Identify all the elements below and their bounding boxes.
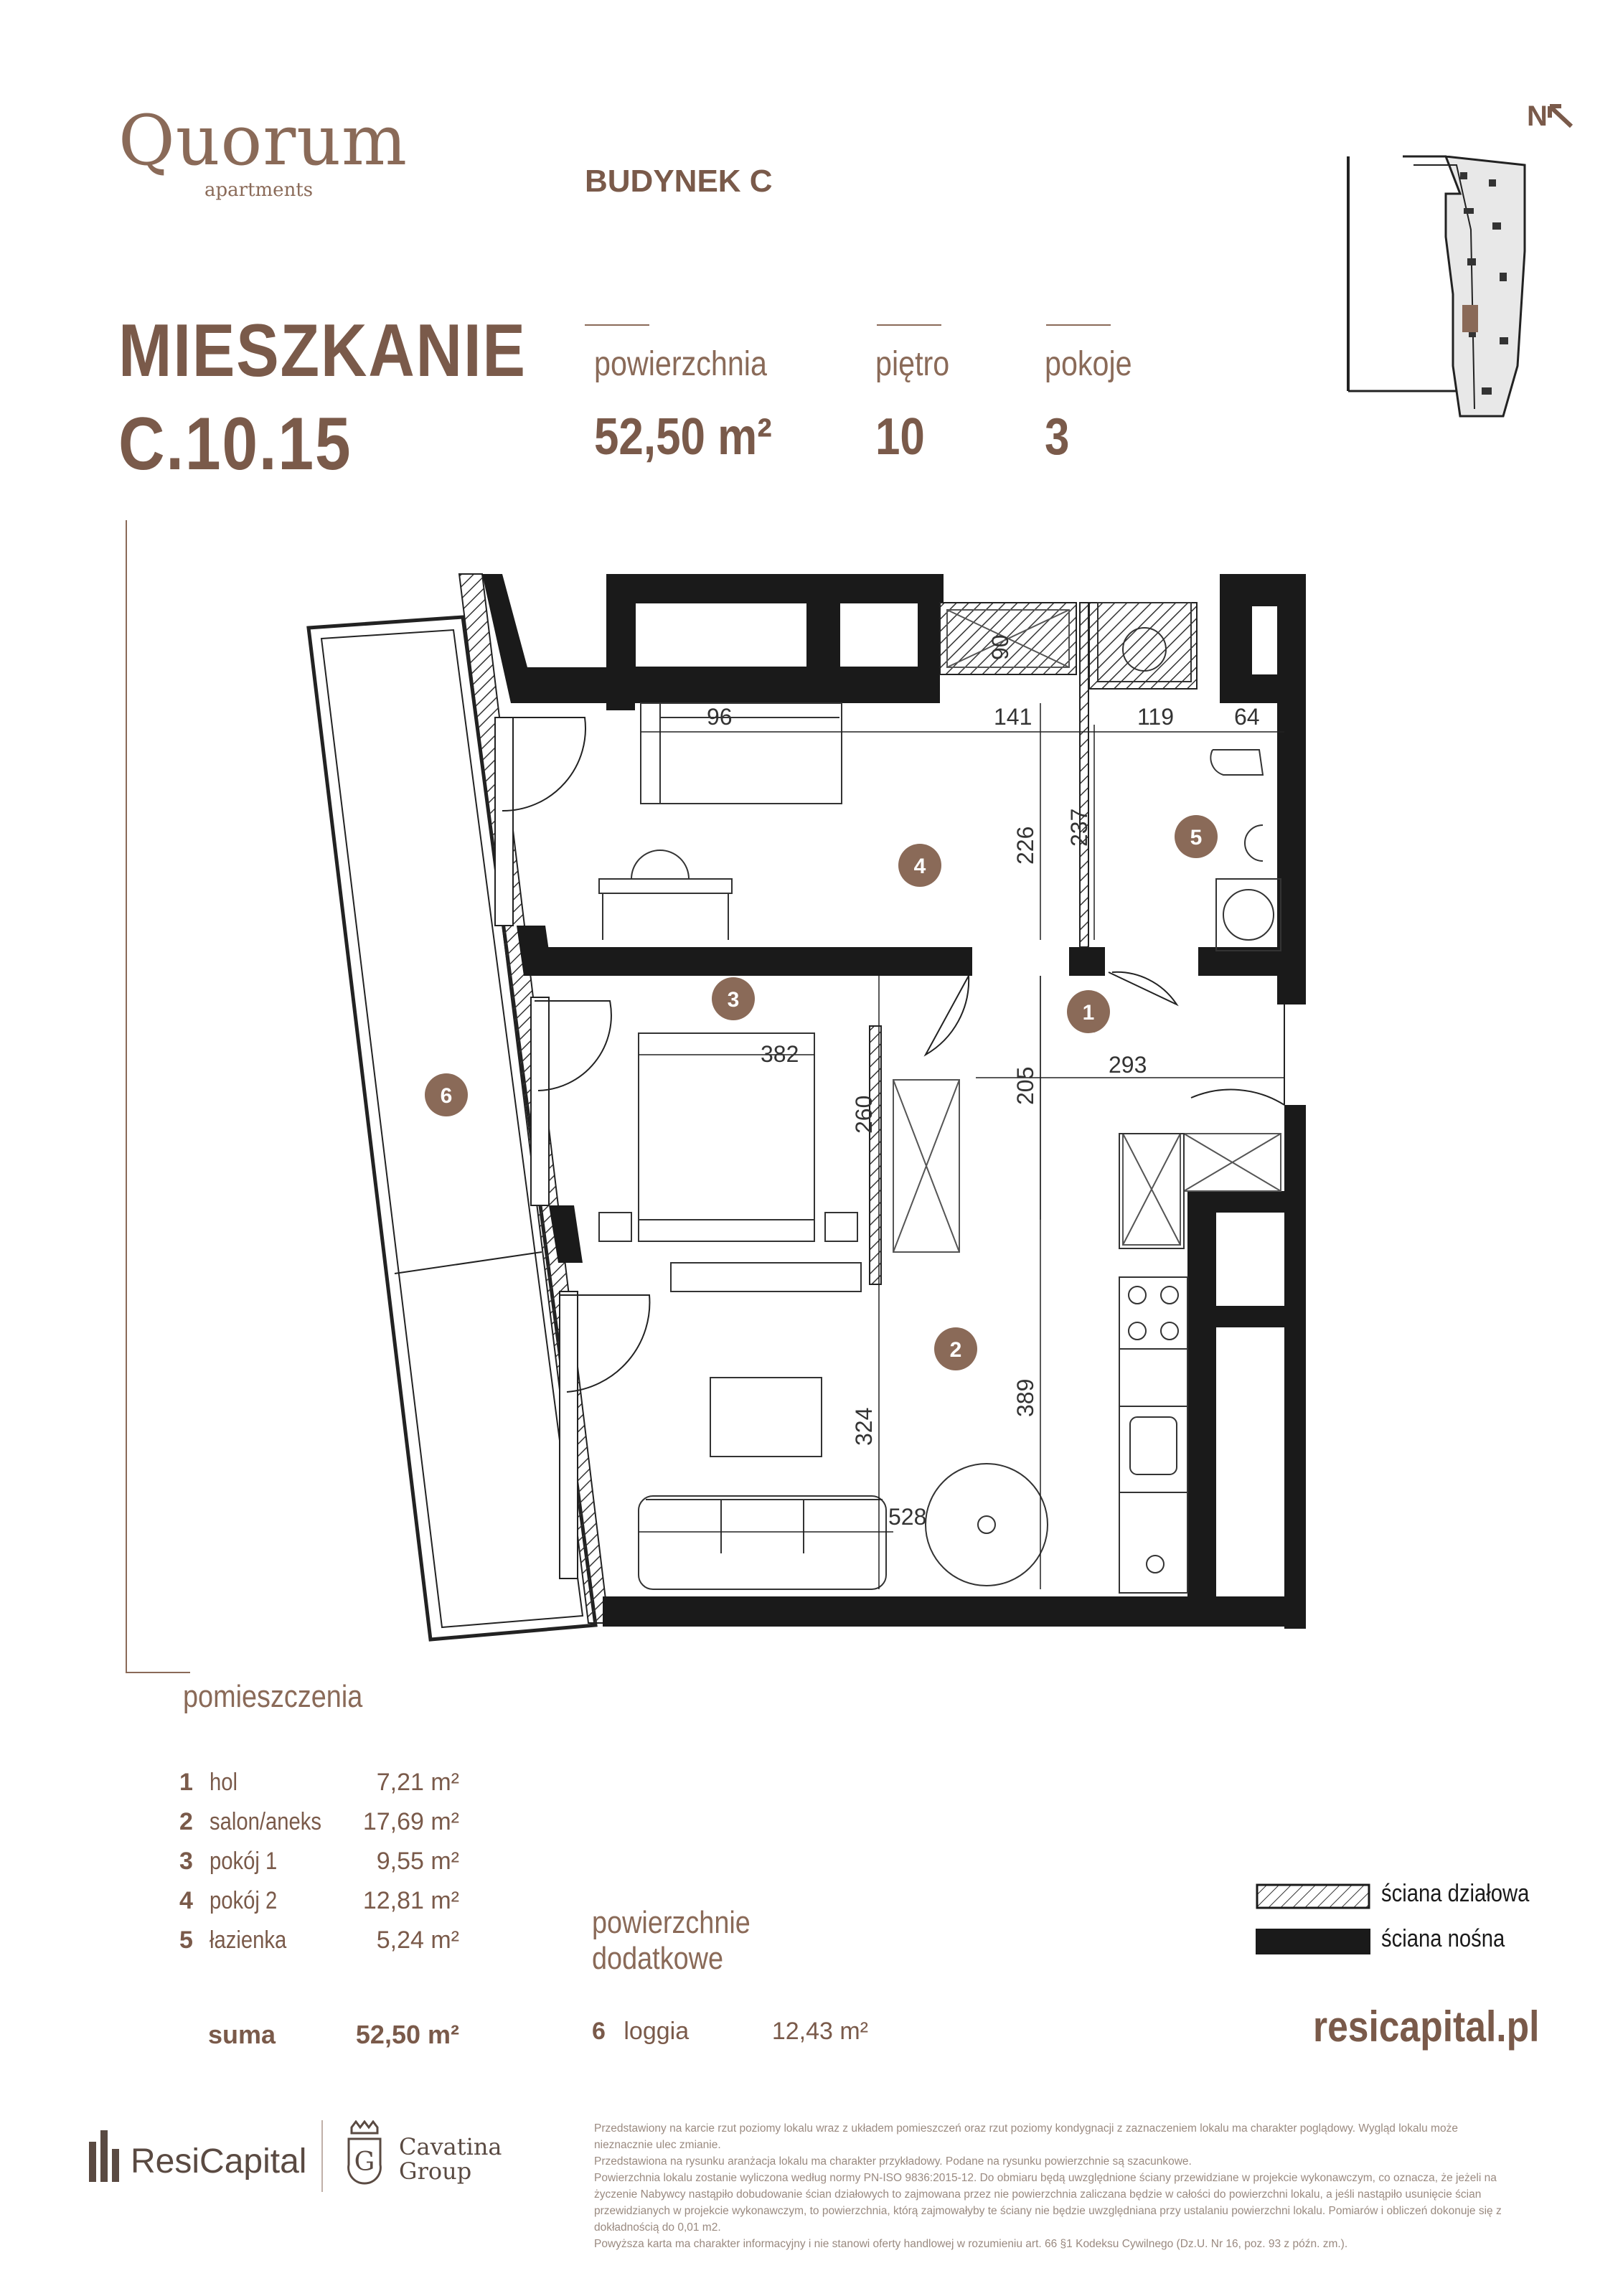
compass-arrow-icon: [1543, 100, 1579, 132]
room-row: 5 łazienka 5,24 m²: [179, 1926, 459, 1954]
room-marker: 2: [949, 1338, 962, 1362]
rooms-count-value: 3: [1045, 408, 1070, 466]
legend-swatch-solid: [1256, 1929, 1370, 1954]
room-row: 2 salon/aneks 17,69 m²: [179, 1808, 459, 1835]
dim-label: 96: [707, 704, 733, 730]
key-plan: [1345, 151, 1561, 430]
room-marker: 3: [727, 988, 740, 1012]
room-row: 4 pokój 2 12,81 m²: [179, 1887, 459, 1914]
dim-label: 293: [1109, 1052, 1147, 1078]
loggia-outline: [309, 617, 596, 1639]
area-value: 52,50 m²: [594, 408, 772, 466]
svg-text:G: G: [354, 2147, 375, 2177]
dim-label: 226: [1012, 826, 1038, 865]
brand-subtitle: apartments: [204, 179, 314, 201]
dim-label: 90: [987, 634, 1013, 660]
room-marker: 5: [1190, 826, 1203, 850]
room-marker: 6: [440, 1084, 453, 1108]
floor-value: 10: [875, 408, 925, 466]
floor-plan: [287, 560, 1306, 1672]
extra-row: 6 loggia 12,43 m²: [592, 2018, 868, 2045]
dim-label: 389: [1012, 1378, 1038, 1417]
dim-label: 324: [851, 1407, 877, 1446]
room-marker: 4: [913, 855, 926, 878]
resicapital-logo-text: ResiCapital: [131, 2142, 307, 2180]
room-row: 3 pokój 1 9,55 m²: [179, 1848, 459, 1875]
dim-label: 119: [1137, 704, 1175, 730]
brand-logo: Quorum: [118, 100, 408, 181]
dim-label: 237: [1066, 808, 1092, 847]
sum-value: 52,50 m²: [355, 2020, 459, 2049]
floor-label: piętro: [875, 345, 950, 383]
dim-label: 141: [994, 704, 1032, 730]
dim-label: 64: [1234, 704, 1260, 730]
room-marker: 1: [1082, 1001, 1095, 1025]
cavatina-logo-text: Cavatina Group: [399, 2133, 502, 2185]
dim-label: 528: [888, 1504, 927, 1530]
cavatina-crest-icon: [343, 2120, 386, 2188]
extra-heading: powierzchnie dodatkowe: [592, 1905, 751, 1976]
sum-row: [208, 2020, 459, 2050]
apartment-title: MIESZKANIE: [118, 309, 527, 392]
dim-label: 205: [1012, 1066, 1038, 1105]
legend-swatch-hatched: [1256, 1883, 1370, 1909]
sum-label: suma: [208, 2020, 276, 2049]
legend-label: ściana działowa: [1381, 1880, 1530, 1907]
legend-label: ściana nośna: [1381, 1925, 1505, 1952]
page-rule: [126, 520, 127, 1672]
stat-divider: [877, 324, 941, 326]
dim-label: 382: [761, 1041, 799, 1067]
legal-disclaimer: Przedstawiony na karcie rzut poziomy lokalu wraz z układem pomieszczeń oraz rzut poziomy kondygnacji z zaznaczeniem lokalu ma charakter poglądowy. Wygląd lokalu może nieznacznie ulec zmianie. Przedstawiona na rysunku aranżacja lokalu ma charakter przykładowy. Podane na rysunku powierzchnie są szacunkowe. Powierzchnia lokalu zostanie wyliczona według normy PN-ISO 9836:2015-12. Do obmiaru będą uwzględnione ściany przewidziane w projekcie wykonawczym, co oznacza, że jeżeli na życzenie Nabywcy nastąpiło dobudowanie ścian działowych to zajmowana przez nie powierzchnia zaliczana będzie w całości do powierzchni lokalu, a jeśli nastąpiło usunięcie ścian przewidzianych w projekcie wykonawczym, to powierzchnia, którą zajmowałyby te ściany nie będzie uwzględniana przy ustalaniu powierzchni lokalu. Pomiarów i obliczeń dokonuje się z dokładnością do 0,01 m2. Powyższa karta ma charakter informacyjny i nie stanowi oferty handlowej w rozumieniu art. 66 §1 Kodeksu Cywilnego (Dz.U. Nr 16, poz. 93 z późn. zm.).: [594, 2122, 1502, 2250]
logo-divider: [321, 2120, 323, 2192]
stat-divider: [1046, 324, 1111, 326]
rooms-count-label: pokoje: [1045, 345, 1132, 383]
building-label: BUDYNEK C: [585, 164, 773, 199]
rooms-heading: pomieszczenia: [183, 1679, 363, 1714]
compass-label: N: [1527, 100, 1548, 132]
dim-label: 260: [851, 1095, 877, 1134]
page-rule: [126, 1672, 190, 1673]
area-label: powierzchnia: [594, 345, 767, 383]
room-row: 1 hol 7,21 m²: [179, 1769, 459, 1796]
website-link[interactable]: resicapital.pl: [1313, 2003, 1540, 2051]
stat-divider: [585, 324, 649, 326]
resicapital-logo-icon: [86, 2127, 122, 2185]
apartment-number: C.10.15: [118, 403, 352, 486]
